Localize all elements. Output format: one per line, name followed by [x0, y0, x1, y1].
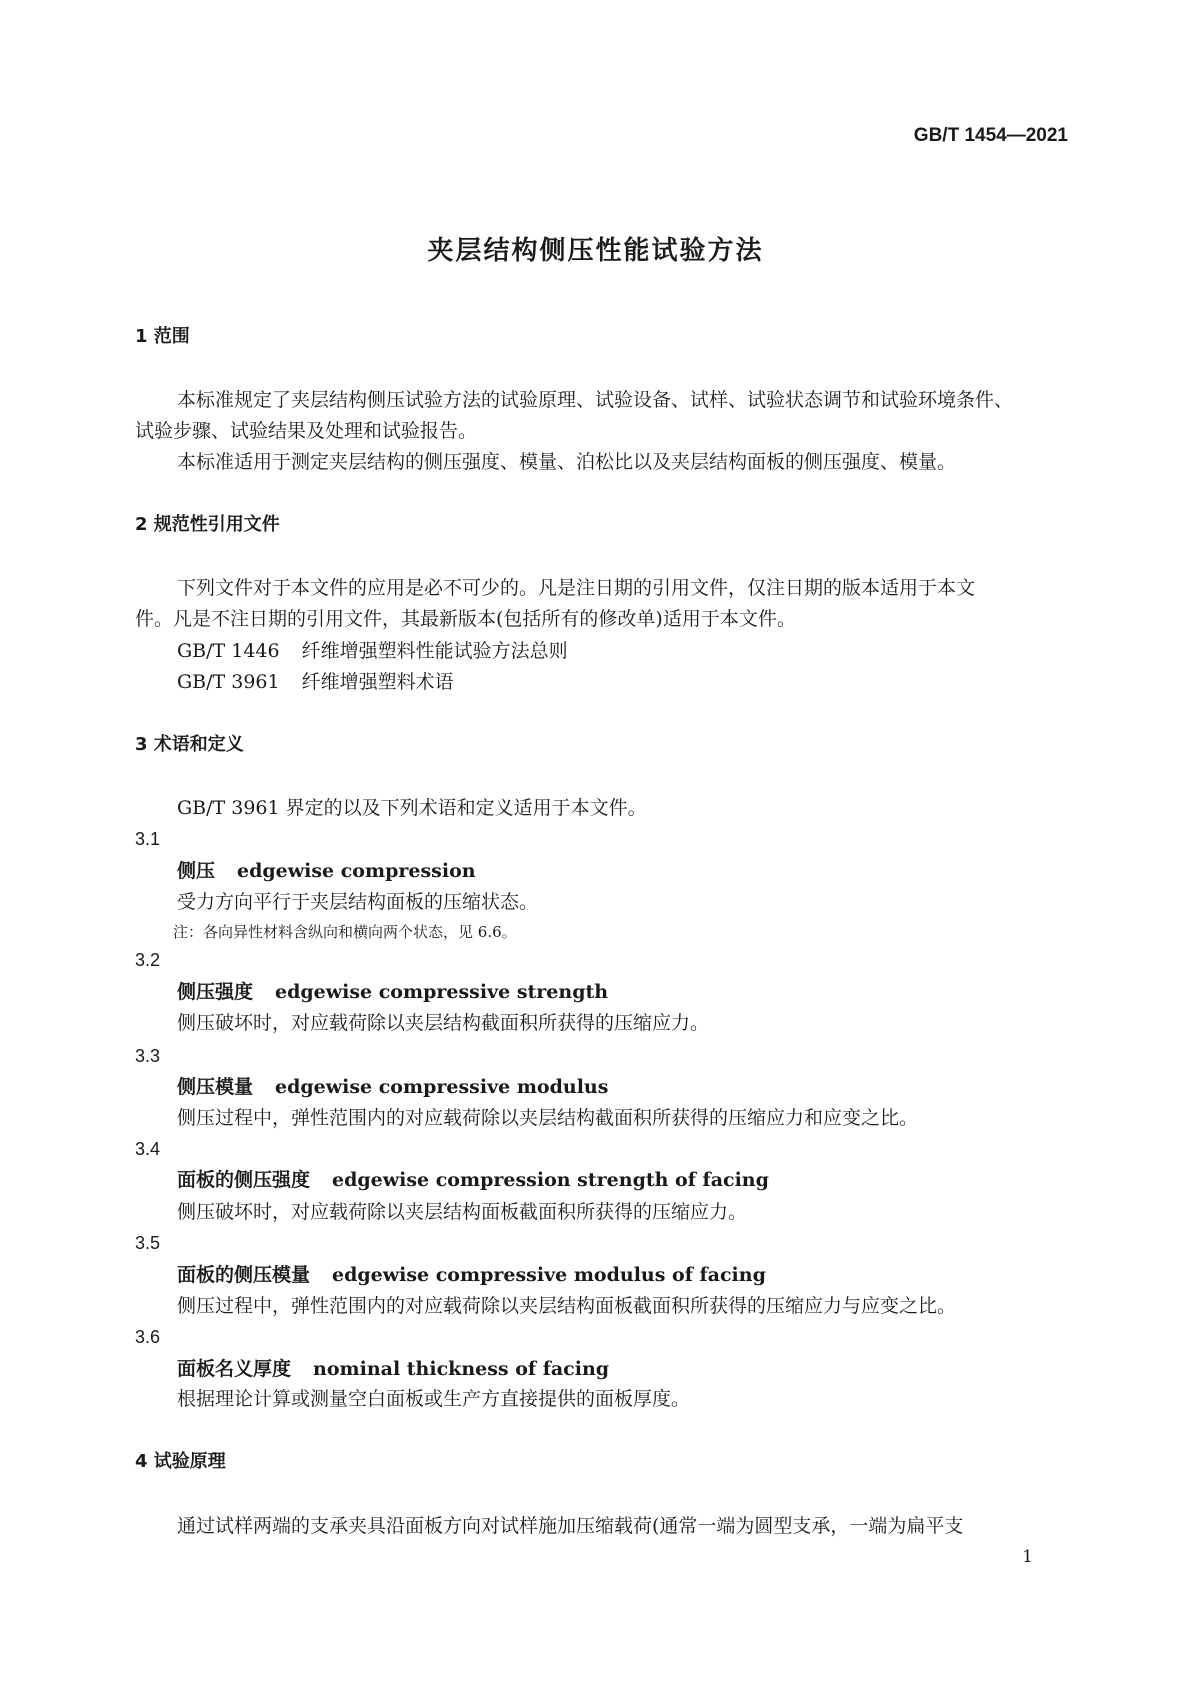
term-definition: 侧压破坏时，对应载荷除以夹层结构截面积所获得的压缩应力。 [177, 1012, 710, 1034]
paragraph-line: 试验步骤、试验结果及处理和试验报告。 [135, 420, 478, 442]
term-title: 面板名义厚度 nominal thickness of facing [177, 1358, 610, 1380]
term-definition: 侧压破坏时，对应载荷除以夹层结构面板截面积所获得的压缩应力。 [177, 1201, 748, 1223]
standard-number: GB/T 1454—2021 [913, 125, 1068, 146]
term-number: 3.6 [135, 1327, 161, 1347]
reference-code: GB/T 3961 [177, 671, 280, 693]
paragraph: GB/T 3961 界定的以及下列术语和定义适用于本文件。 [177, 797, 647, 819]
term-number: 3.3 [135, 1046, 161, 1066]
term-title: 侧压模量 edgewise compressive modulus [177, 1076, 609, 1098]
term-note: 注：各向异性材料含纵向和横向两个状态，见 6.6。 [173, 923, 517, 941]
term-title: 侧压 edgewise compression [177, 860, 476, 882]
reference-item [177, 639, 568, 663]
section-2-heading: 2 规范性引用文件 [135, 514, 280, 535]
term-title: 面板的侧压模量 edgewise compressive modulus of facing [177, 1264, 766, 1286]
term-definition: 侧压过程中，弹性范围内的对应载荷除以夹层结构面板截面积所获得的压缩应力与应变之比。 [177, 1295, 957, 1317]
reference-name: 纤维增强塑料术语 [301, 671, 454, 693]
reference-name: 纤维增强塑料性能试验方法总则 [301, 640, 568, 662]
paragraph: 本标准适用于测定夹层结构的侧压强度、模量、泊松比以及夹层结构面板的侧压强度、模量。 [177, 451, 957, 473]
term-definition: 侧压过程中，弹性范围内的对应载荷除以夹层结构截面积所获得的压缩应力和应变之比。 [177, 1107, 919, 1129]
term-title: 面板的侧压强度 edgewise compression strength of facing [177, 1169, 769, 1191]
term-title: 侧压强度 edgewise compressive strength [177, 981, 609, 1003]
term-number: 3.5 [135, 1233, 161, 1253]
section-1-heading: 1 范围 [135, 326, 190, 347]
reference-code: GB/T 1446 [177, 640, 280, 662]
document-title: 夹层结构侧压性能试验方法 [427, 236, 764, 266]
paragraph-line: 通过试样两端的支承夹具沿面板方向对试样施加压缩载荷(通常一端为圆型支承，一端为扁平支 [177, 1515, 964, 1537]
reference-item [177, 670, 454, 694]
paragraph-line: 本标准规定了夹层结构侧压试验方法的试验原理、试验设备、试样、试验状态调节和试验环境条件、 [177, 389, 1014, 411]
page-number: 1 [1022, 1547, 1033, 1567]
term-definition: 根据理论计算或测量空白面板或生产方直接提供的面板厚度。 [177, 1388, 691, 1410]
paragraph-line: 下列文件对于本文件的应用是必不可少的。凡是注日期的引用文件，仅注日期的版本适用于本文 [177, 577, 976, 599]
term-number: 3.2 [135, 950, 161, 970]
section-4-heading: 4 试验原理 [135, 1451, 226, 1472]
term-number: 3.1 [135, 829, 161, 849]
section-3-heading: 3 术语和定义 [135, 734, 244, 755]
paragraph-line: 件。凡是不注日期的引用文件，其最新版本(包括所有的修改单)适用于本文件。 [135, 608, 796, 630]
term-number: 3.4 [135, 1139, 161, 1159]
term-definition: 受力方向平行于夹层结构面板的压缩状态。 [177, 891, 539, 913]
